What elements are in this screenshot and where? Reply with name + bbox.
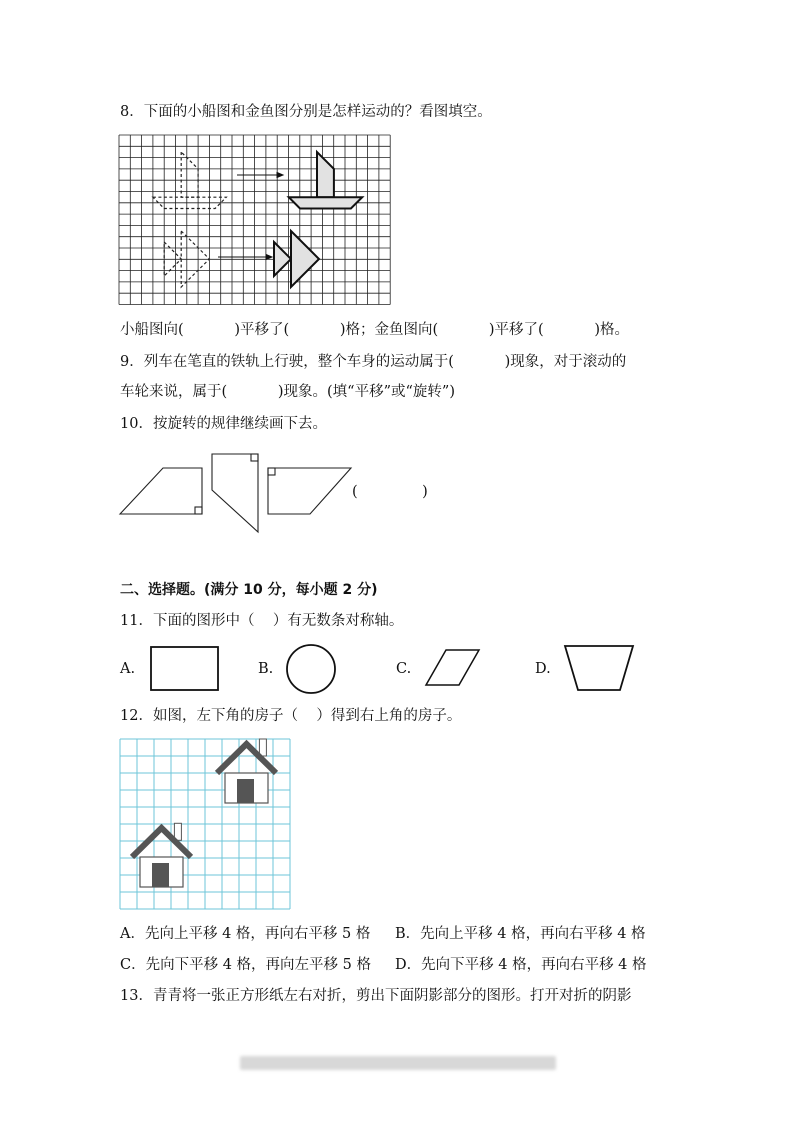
q9-line1: 9．列车在笔直的铁轨上行驶，整个车身的运动属于( )现象，对于滚动的: [120, 354, 627, 370]
solid-fish-shape: [274, 231, 319, 287]
q11-option-b-circle[interactable]: [285, 643, 337, 695]
q8-answer-line: 小船图向( )平移了( )格；金鱼图向( )平移了( )格。: [120, 322, 630, 338]
q11-option-d-trapezoid[interactable]: [563, 644, 635, 692]
q8-text: 8．下面的小船图和金鱼图分别是怎样运动的？看图填空。: [120, 104, 492, 120]
q11-option-a-label[interactable]: A.: [120, 661, 136, 677]
q12-house-grid-figure: [120, 739, 292, 911]
q11-option-d-label[interactable]: D.: [535, 661, 551, 677]
q12-option-a[interactable]: A．先向上平移 4 格，再向右平移 5 格: [120, 926, 371, 942]
q10-text: 10．按旋转的规律继续画下去。: [120, 416, 327, 432]
q10-rotation-figures: [118, 446, 358, 536]
q12-text: 12．如图，左下角的房子（ ）得到右上角的房子。: [120, 708, 462, 724]
q13-text: 13．青青将一张正方形纸左右对折，剪出下面阴影部分的图形。打开对折的阴影: [120, 988, 632, 1004]
q10-answer-blank: ( ): [352, 484, 428, 500]
q12-option-d[interactable]: D．先向下平移 4 格，再向右平移 4 格: [395, 957, 647, 973]
footer-watermark: [240, 1056, 556, 1070]
q11-option-a-rectangle[interactable]: [150, 646, 220, 692]
rotating-shape-1: [120, 468, 202, 514]
q8-translation-grid-figure: [119, 135, 399, 307]
q9-line2: 车轮来说，属于( )现象。(填“平移”或“旋转”): [120, 384, 455, 400]
q11-text: 11．下面的图形中（ ）有无数条对称轴。: [120, 613, 404, 629]
q11-option-c-label[interactable]: C.: [396, 661, 412, 677]
rotating-shape-2: [212, 454, 258, 532]
house-top-right: [217, 739, 276, 803]
q12-option-c[interactable]: C．先向下平移 4 格，再向左平移 5 格: [120, 957, 371, 973]
section2-heading: 二、选择题。(满分 10 分，每小题 2 分): [120, 582, 378, 598]
q11-option-c-parallelogram[interactable]: [424, 648, 482, 688]
q12-option-b[interactable]: B．先向上平移 4 格，再向右平移 4 格: [395, 926, 646, 942]
house-bottom-left: [132, 823, 191, 887]
q11-option-b-label[interactable]: B.: [258, 661, 274, 677]
rotating-shape-3: [268, 468, 351, 514]
